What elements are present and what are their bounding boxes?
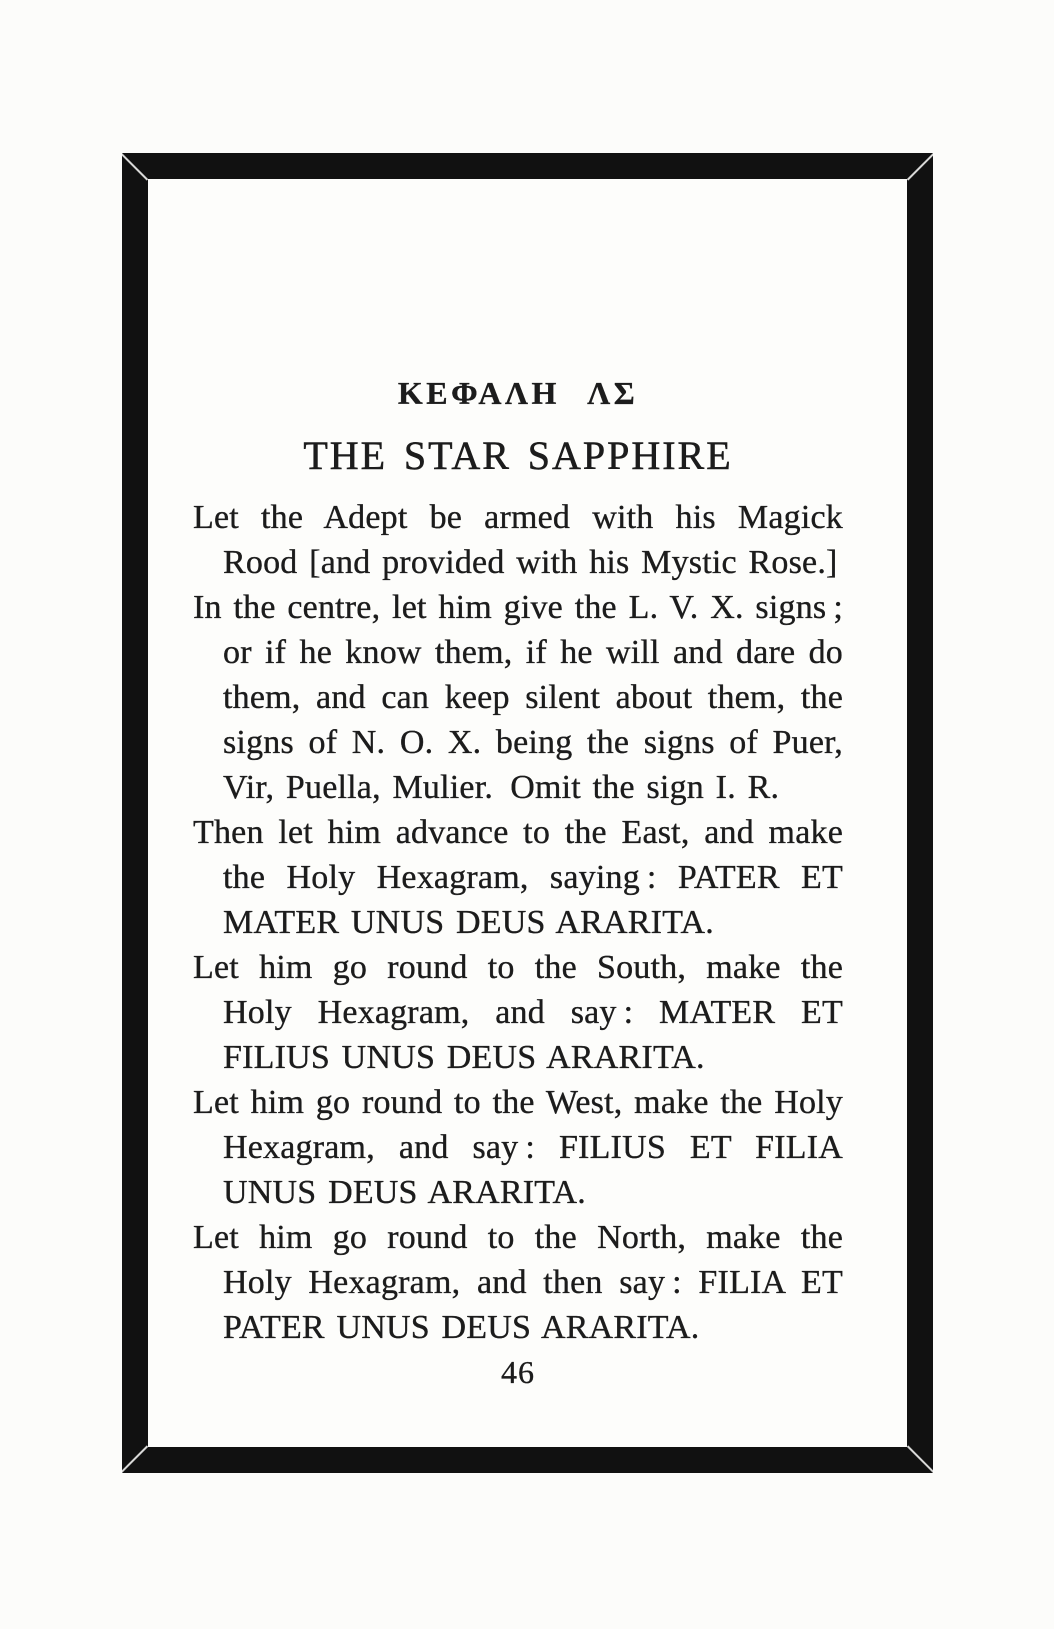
paragraph: [193, 945, 843, 1080]
text-line: signs of N. O. X. being the signs of Puer,: [223, 724, 843, 762]
text-line: MATER UNUS DEUS ARARITA.: [223, 904, 714, 942]
text-line: PATER UNUS DEUS ARARITA.: [223, 1309, 700, 1347]
frame-mitre-line: [907, 1445, 935, 1473]
frame-mitre-line: [121, 1445, 149, 1473]
paragraph: [193, 495, 843, 585]
text-line: FILIUS UNUS DEUS ARARITA.: [223, 1039, 705, 1077]
page-number: 46: [501, 1354, 535, 1391]
chapter-heading: ΚΕΦΑΛΗ ΛΣ: [397, 375, 639, 411]
paragraph: [193, 810, 843, 945]
text-line: Let the Adept be armed with his Magick: [193, 499, 843, 537]
page-title: THE STAR SAPPHIRE: [303, 433, 733, 479]
paragraph: [193, 1215, 843, 1350]
page-frame: [122, 153, 933, 1473]
text-line: them, and can keep silent about them, the: [223, 679, 843, 717]
text-line: Rood [and provided with his Mystic Rose.]: [223, 544, 838, 582]
text-line: Let him go round to the North, make the: [193, 1219, 843, 1257]
page-content: [148, 179, 907, 1447]
text-line: Holy Hexagram, and then say : FILIA ET: [223, 1264, 843, 1302]
frame-mitre-line: [907, 153, 935, 181]
text-line: Let him go round to the West, make the Holy: [193, 1084, 843, 1122]
body-text: [193, 495, 843, 1350]
text-line: Then let him advance to the East, and make: [193, 814, 843, 852]
frame-mitre-line: [121, 153, 149, 181]
text-line: UNUS DEUS ARARITA.: [223, 1174, 586, 1212]
paragraph: [193, 1080, 843, 1215]
text-line: Hexagram, and say : FILIUS ET FILIA: [223, 1129, 843, 1167]
text-line: the Holy Hexagram, saying : PATER ET: [223, 859, 843, 897]
paragraph: [193, 585, 843, 810]
text-line: Let him go round to the South, make the: [193, 949, 843, 987]
text-line: Vir, Puella, Mulier. Omit the sign I. R.: [223, 769, 780, 807]
text-line: In the centre, let him give the L. V. X. signs ;: [193, 589, 843, 627]
text-line: or if he know them, if he will and dare do: [223, 634, 843, 672]
text-line: Holy Hexagram, and say : MATER ET: [223, 994, 843, 1032]
